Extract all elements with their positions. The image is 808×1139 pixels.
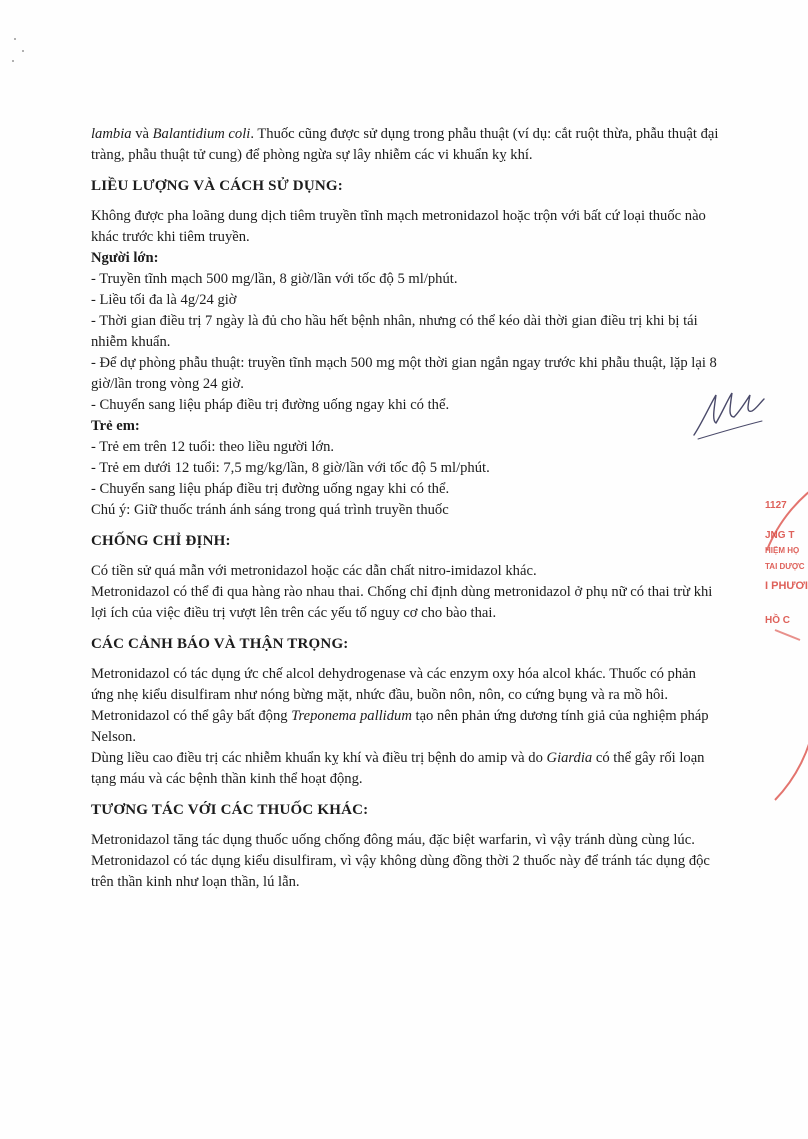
stamp-text: I PHƯƠI [765, 580, 808, 592]
organism-name: Treponema pallidum [291, 708, 412, 724]
stamp-text: HỒ C [765, 615, 790, 626]
list-item: - Trẻ em trên 12 tuổi: theo liều người lớn. [91, 439, 335, 455]
paragraph: Metronidazol có tác dụng ức chế alcol dehydrogenase và các enzym oxy hóa alcol khác. Thuốc có phản ứng nhẹ kiểu disulfiram như nóng bừng mặt, nhức đầu, buồn nôn, nôn, co cứng bụng và ra mồ hôi. [91, 666, 696, 703]
paragraph: Metronidazol tăng tác dụng thuốc uống chống đông máu, đặc biệt warfarin, vì vậy tránh dùng cùng lúc. [91, 832, 695, 848]
stamp-text: HIỆM HỌ [765, 546, 800, 555]
dosage-note: Không được pha loãng dung dịch tiêm truyền tĩnh mạch metronidazol hoặc trộn với bất cứ loại thuốc nào khác trước khi tiêm truyền. [91, 208, 706, 245]
stamp-text: 1127 [765, 500, 787, 511]
list-item: - Trẻ em dưới 12 tuổi: 7,5 mg/kg/lần, 8 giờ/lần với tốc độ 5 ml/phút. [91, 460, 490, 476]
section-heading-interactions: TƯƠNG TÁC VỚI CÁC THUỐC KHÁC: [91, 802, 369, 818]
stamp-text: TAI DƯỢC [765, 562, 805, 571]
stamp-text: JNG T [765, 530, 795, 541]
scan-speck [14, 38, 16, 40]
list-item: - Truyền tĩnh mạch 500 mg/lần, 8 giờ/lần với tốc độ 5 ml/phút. [91, 271, 458, 287]
genus-name: lambia [91, 126, 132, 142]
children-label: Trẻ em: [91, 418, 140, 434]
organism-name: Giardia [546, 750, 593, 766]
genus-name: Balantidium coli [152, 126, 251, 142]
list-item: - Thời gian điều trị 7 ngày là đủ cho hầu hết bệnh nhân, nhưng có thể kéo dài thời gian điều trị khi bị tái nhiễm khuẩn. [91, 313, 698, 350]
section-heading-dosage: LIỀU LƯỢNG VÀ CÁCH SỬ DỤNG: [91, 178, 343, 194]
caution-note: Chú ý: Giữ thuốc tránh ánh sáng trong quá trình truyền thuốc [91, 502, 449, 518]
paragraph: Dùng liều cao điều trị các nhiễm khuẩn kỵ khí và điều trị bệnh do amip và do Giardia có thể gây rối loạn tạng máu và các bệnh thần kinh thể hoạt động. [91, 750, 705, 787]
adults-label: Người lớn: [91, 250, 159, 266]
paragraph: Có tiền sử quá mẫn với metronidazol hoặc các dẫn chất nitro-imidazol khác. [91, 563, 537, 579]
list-item: - Để dự phòng phẫu thuật: truyền tĩnh mạch 500 mg một thời gian ngắn ngay trước khi phẫu thuật, lặp lại 8 giờ/lần trong vòng 24 giờ. [91, 355, 717, 392]
list-item: - Chuyển sang liệu pháp điều trị đường uống ngay khi có thể. [91, 481, 450, 497]
handwritten-signature [688, 383, 768, 443]
paragraph: Metronidazol có thể gây bất động Treponema pallidum tạo nên phản ứng dương tính giả của nghiệm pháp Nelson. [91, 708, 709, 745]
scan-speck [22, 50, 24, 52]
section-heading-contraindications: CHỐNG CHỈ ĐỊNH: [91, 533, 231, 549]
scan-speck [12, 60, 14, 62]
paragraph: Metronidazol có thể đi qua hàng rào nhau thai. Chống chỉ định dùng metronidazol ở phụ nữ có thai trừ khi lợi ích của việc điều trị vượt lên trên các yếu tố nguy cơ cho bào thai. [91, 584, 713, 621]
paragraph: Metronidazol có tác dụng kiểu disulfiram, vì vậy không dùng đồng thời 2 thuốc này để tránh tác dụng độc trên thần kinh như loạn thần, lú lẫn. [91, 853, 710, 890]
document-body [91, 124, 721, 893]
list-item: - Liều tối đa là 4g/24 giờ [91, 292, 237, 308]
list-item: - Chuyển sang liệu pháp điều trị đường uống ngay khi có thể. [91, 397, 450, 413]
intro-paragraph: lambia và Balantidium coli. Thuốc cũng được sử dụng trong phẫu thuật (ví dụ: cắt ruột thừa, phẫu thuật đại tràng, phẫu thuật tử cung) để phòng ngừa sự lây nhiễm các vi khuẩn kỵ khí. [91, 126, 719, 163]
section-heading-warnings: CÁC CẢNH BÁO VÀ THẬN TRỌNG: [91, 636, 349, 652]
company-stamp [745, 470, 808, 830]
